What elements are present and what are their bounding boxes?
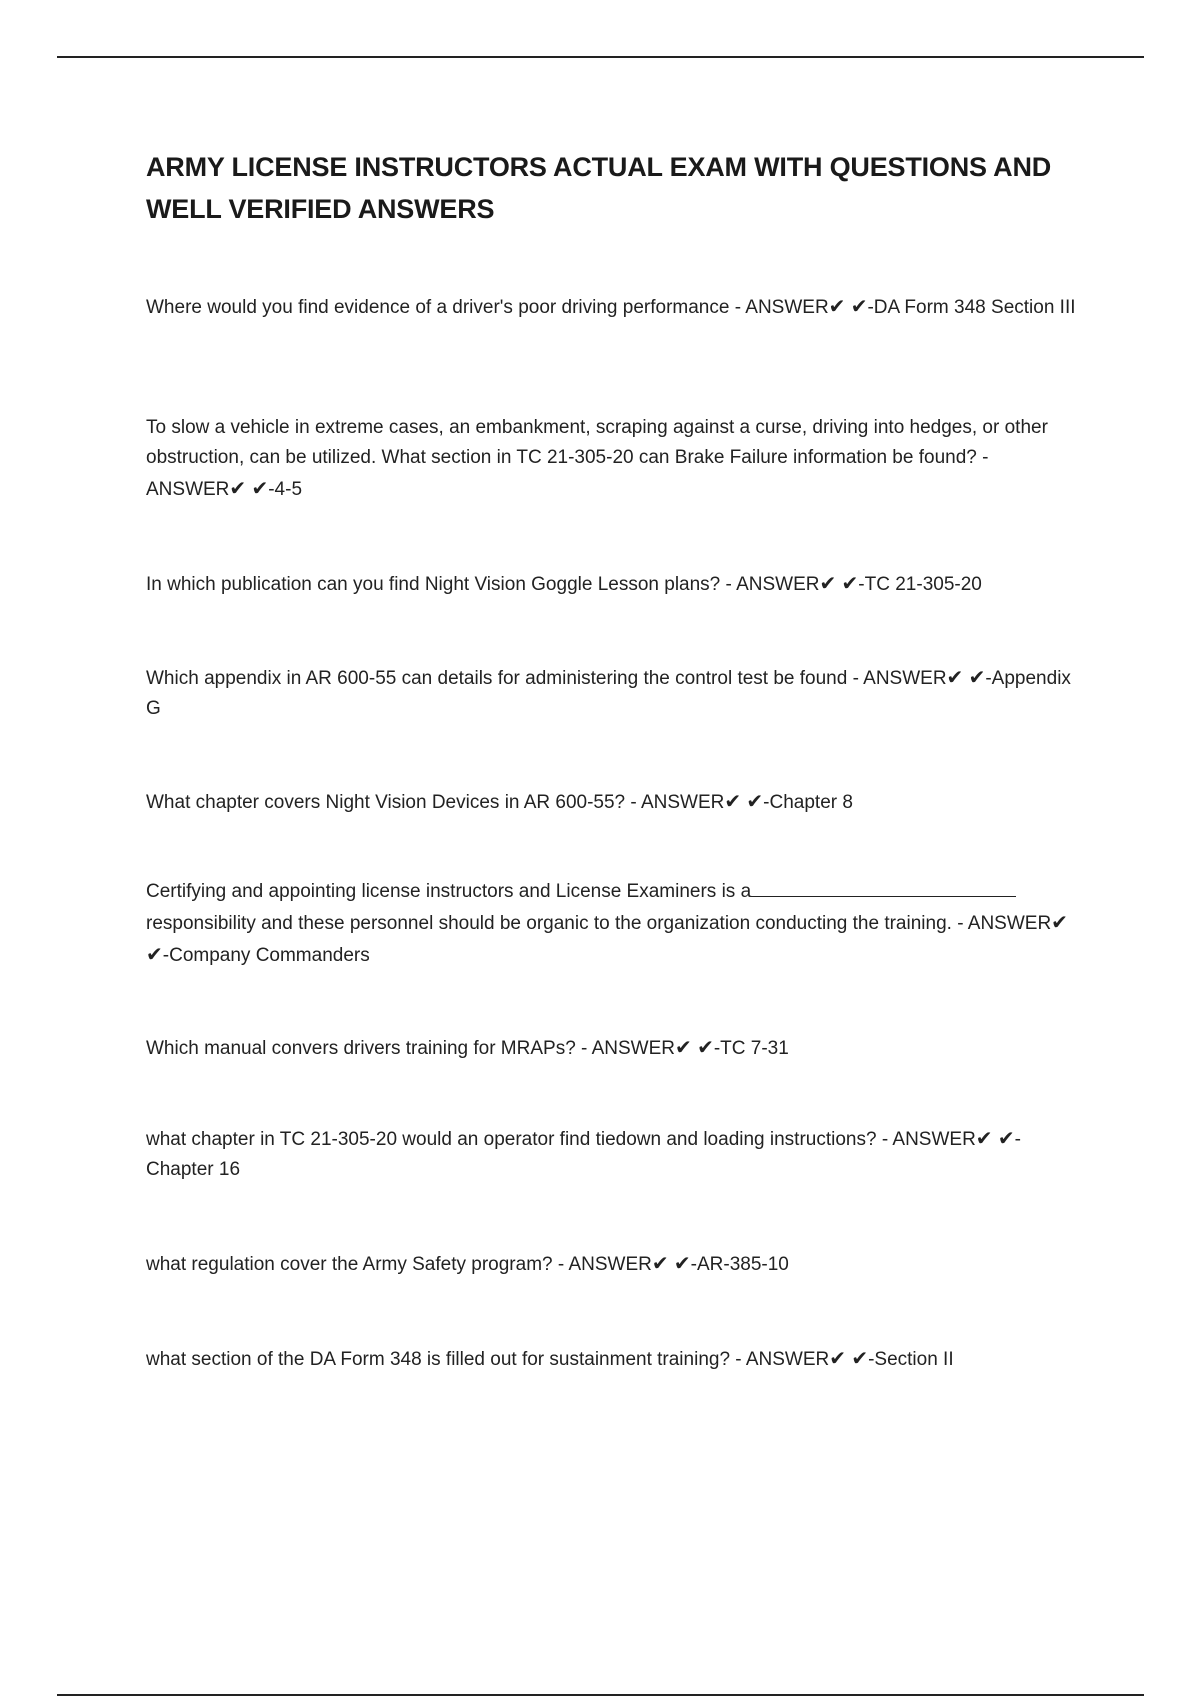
checkmark-icon: ✔: [746, 789, 764, 813]
answer-label: ANSWER: [863, 668, 947, 689]
answer-label: ANSWER: [640, 792, 725, 813]
question-text: In which publication can you find Night Vision Goggle Lesson plans? -: [146, 574, 737, 595]
answer-label: ANSWER: [892, 1129, 976, 1150]
checkmark-icon: ✔: [1051, 910, 1068, 934]
checkmark-icon: ✔: [675, 1035, 692, 1059]
answer-label: ANSWER: [745, 297, 829, 318]
bottom-divider: [57, 1694, 1144, 1696]
qa-item: [146, 786, 1076, 818]
answer-label: ANSWER: [736, 574, 820, 595]
checkmark-icon: ✔: [828, 294, 846, 318]
question-text: what regulation cover the Army Safety program? -: [146, 1254, 569, 1275]
answer-text: -Section II: [868, 1349, 954, 1370]
qa-item: [146, 662, 1076, 724]
answer-label: ANSWER: [745, 1349, 830, 1370]
question-text: what chapter in TC 21-305-20 would an operator find tiedown and loading instructions? -: [146, 1129, 893, 1150]
question-text: Where would you find evidence of a driver's poor driving performance -: [146, 297, 746, 318]
checkmark-icon: ✔: [975, 1126, 993, 1150]
checkmark-icon: ✔: [146, 942, 163, 966]
answer-text: -Chapter 16: [146, 1129, 1021, 1180]
qa-item: [146, 1032, 1076, 1064]
qa-item: [146, 568, 1076, 600]
checkmark-icon: ✔: [946, 665, 964, 689]
checkmark-icon: ✔: [997, 1126, 1015, 1150]
answer-label: ANSWER: [146, 479, 230, 500]
question-text: Which manual convers drivers training for MRAPs? -: [146, 1038, 592, 1059]
qa-item: [146, 1123, 1076, 1185]
answer-text: -AR-385-10: [690, 1254, 789, 1275]
checkmark-icon: ✔: [819, 571, 837, 595]
checkmark-icon: ✔: [229, 476, 247, 500]
answer-text: -DA Form 348 Section III: [867, 297, 1076, 318]
qa-item: [146, 1248, 1076, 1280]
checkmark-icon: ✔: [251, 476, 269, 500]
fill-in-blank: [751, 878, 1016, 897]
qa-item: [146, 291, 1076, 323]
checkmark-icon: ✔: [697, 1035, 714, 1059]
answer-text: -TC 21-305-20: [858, 574, 982, 595]
answer-text: -Chapter 8: [763, 792, 853, 813]
checkmark-icon: ✔: [829, 1346, 847, 1370]
answer-text: -4-5: [268, 479, 303, 500]
checkmark-icon: ✔: [968, 665, 986, 689]
checkmark-icon: ✔: [850, 294, 868, 318]
checkmark-icon: ✔: [841, 571, 859, 595]
question-text: To slow a vehicle in extreme cases, an embankment, scraping against a curse, driving into hedges, or other obstruction, can be utilized. What section in TC 21-305-20 can Brake Failure information be found? -: [146, 417, 1048, 468]
answer-text: -Company Commanders: [162, 945, 370, 966]
question-text: Certifying and appointing license instructors and License Examiners is a: [146, 881, 752, 902]
question-text: what section of the DA Form 348 is filled out for sustainment training? -: [146, 1349, 746, 1370]
answer-text: -TC 7-31: [713, 1038, 789, 1059]
qa-item: [146, 1343, 1076, 1375]
checkmark-icon: ✔: [673, 1251, 691, 1275]
qa-item: [146, 877, 1076, 971]
question-text: What chapter covers Night Vision Devices in AR 600-55? -: [146, 792, 641, 813]
answer-text: -Appendix G: [146, 668, 1071, 719]
answer-label: ANSWER: [591, 1038, 676, 1059]
question-text: Which appendix in AR 600-55 can details for administering the control test be found -: [146, 668, 864, 689]
answer-label: ANSWER: [967, 913, 1052, 934]
top-divider: [57, 56, 1144, 58]
checkmark-icon: ✔: [724, 789, 742, 813]
checkmark-icon: ✔: [851, 1346, 869, 1370]
checkmark-icon: ✔: [651, 1251, 669, 1275]
question-text: responsibility and these personnel should be organic to the organization conducting the training. -: [146, 913, 968, 934]
qa-item: [146, 413, 1076, 505]
page-title: ARMY LICENSE INSTRUCTORS ACTUAL EXAM WITH QUESTIONS AND WELL VERIFIED ANSWERS: [146, 152, 1052, 224]
answer-label: ANSWER: [568, 1254, 652, 1275]
